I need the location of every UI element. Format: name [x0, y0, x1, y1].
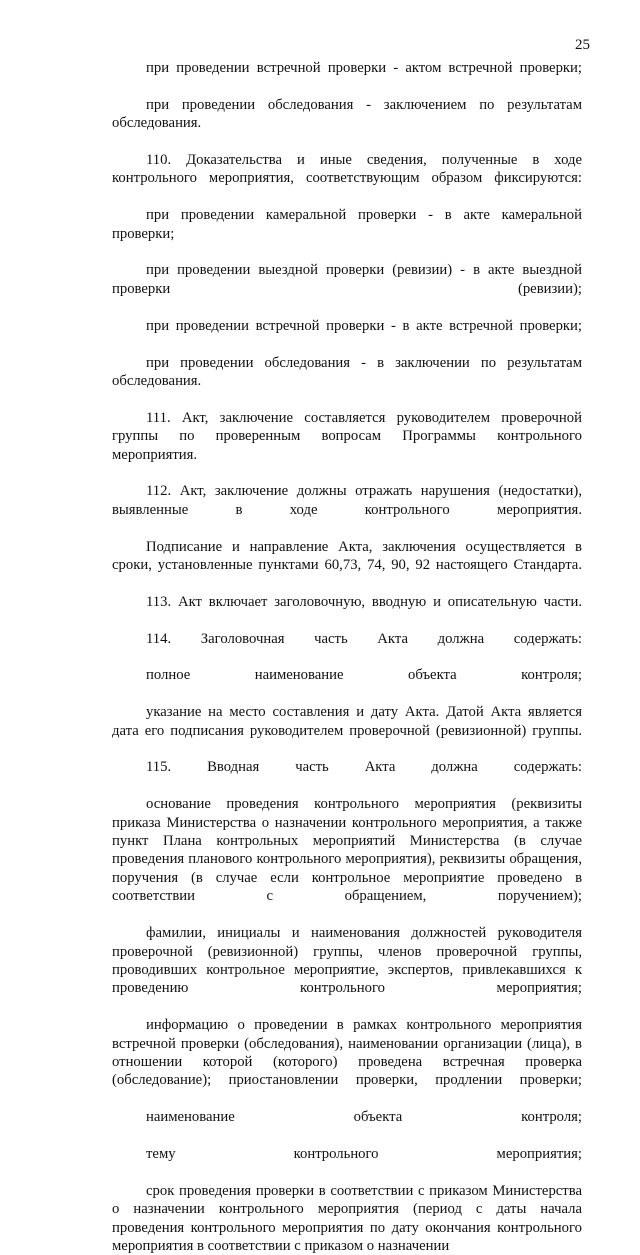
page-number: 25: [575, 37, 590, 53]
paragraph: при проведении обследования - в заключении по результатам обследования.: [112, 354, 582, 389]
paragraph: указание на место составления и дату Акта. Датой Акта является дата его подписания руководителем проверочной (ревизионной) группы.: [112, 704, 582, 739]
paragraph: 110. Доказательства и иные сведения, полученные в ходе контрольного мероприятия, соответствующим образом фиксируются:: [112, 152, 582, 187]
paragraph: 115. Вводная часть Акта должна содержать:: [146, 759, 582, 776]
paragraph: при проведении камеральной проверки - в акте камеральной проверки;: [112, 207, 582, 242]
paragraph: фамилии, инициалы и наименования должностей руководителя проверочной (ревизионной) группы, членов проверочной группы, проводивших контрольное мероприятие, экспертов, привлекавшихся к проведению контрольного мероприятия;: [112, 925, 582, 997]
paragraph: при проведении обследования - заключением по результатам обследования.: [112, 96, 582, 132]
paragraph: 114. Заголовочная часть Акта должна содержать:: [146, 630, 582, 647]
paragraph: информацию о проведении в рамках контрольного мероприятия встречной проверки (обследования), наименовании организации (лица), в отношении которой (которого) проведена встречная проверка (обследование); приостановлении проверки, продлении проверки;: [112, 1017, 582, 1089]
paragraph: 113. Акт включает заголовочную, вводную и описательную части.: [146, 593, 582, 610]
document-body: [112, 59, 582, 1255]
paragraph: Подписание и направление Акта, заключения осуществляется в сроки, установленные пунктами 60,73, 74, 90, 92 настоящего Стандарта.: [112, 538, 582, 573]
paragraph: основание проведения контрольного мероприятия (реквизиты приказа Министерства о назначении контрольного мероприятия, а также пункт Плана контрольных мероприятий Министерства (в случае проведения планового контрольного мероприятия), реквизиты обращения, поручения (в случае если контрольное мероприятие проведено в соответствии с обращением, поручением);: [112, 796, 582, 905]
paragraph: наименование объекта контроля;: [146, 1109, 582, 1126]
paragraph: срок проведения проверки в соответствии с приказом Министерства о назначении контрольного мероприятия (период с даты начала проведения контрольного мероприятия по дату окончания контрольного мероприятия в соответствии с приказом о назначении: [112, 1182, 582, 1254]
paragraph: при проведении встречной проверки - в акте встречной проверки;: [146, 317, 582, 334]
paragraph: полное наименование объекта контроля;: [146, 667, 582, 684]
paragraph: при проведении выездной проверки (ревизии) - в акте выездной проверки (ревизии);: [112, 262, 582, 297]
paragraph: 111. Акт, заключение составляется руководителем проверочной группы по проверенным вопросам Программы контрольного мероприятия.: [112, 409, 582, 463]
paragraph: при проведении встречной проверки - актом встречной проверки;: [146, 60, 582, 76]
paragraph: тему контрольного мероприятия;: [146, 1145, 582, 1162]
paragraph: 112. Акт, заключение должны отражать нарушения (недостатки), выявленные в ходе контрольного мероприятия.: [112, 483, 582, 518]
